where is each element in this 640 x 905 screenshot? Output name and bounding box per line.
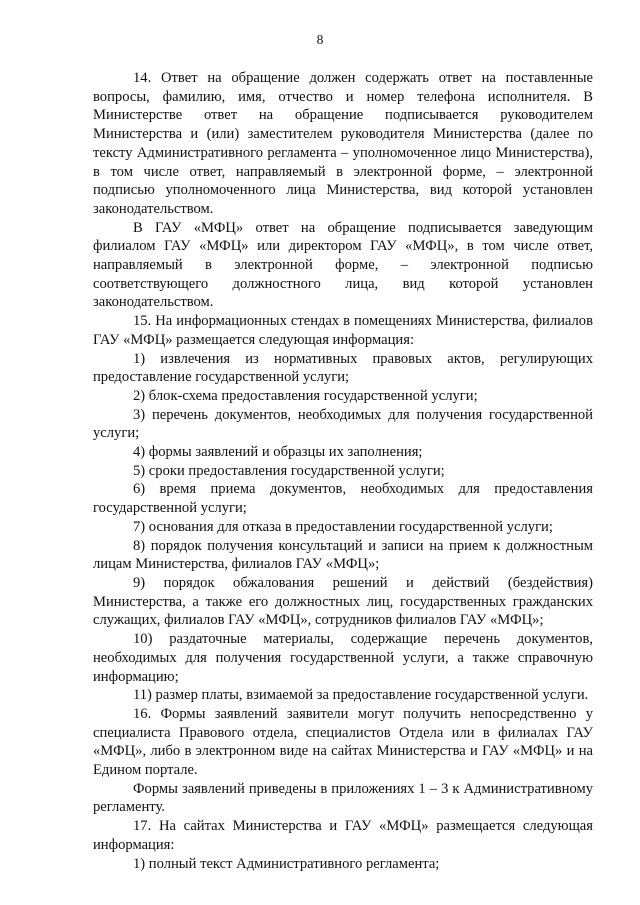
list-item-15-3: 3) перечень документов, необходимых для получения государственной услуги;	[93, 406, 593, 442]
list-item-15-5: 5) сроки предоставления государственной услуги;	[133, 462, 445, 479]
list-item-15-4: 4) формы заявлений и образцы их заполнения;	[133, 444, 423, 461]
page-number: 8	[316, 32, 324, 47]
paragraph-14: 14. Ответ на обращение должен содержать ответ на поставленные вопросы, фамилию, имя, отчество и номер телефона исполнителя. В Министерстве ответ на обращение подписывается руководителем Министерства и (или) заместителем руководителя Министерства (далее по тексту Административного регламента – уполномоченное лицо Министерства), в том числе ответ, направляемый в электронной форме, – электронной подписью уполномоченного лица Министерства, вид которой установлен законодательством.	[93, 70, 593, 217]
list-item-15-6: 6) время приема документов, необходимых для предоставления государственной услуги;	[93, 481, 593, 517]
paragraph-forms-appendices: Формы заявлений приведены в приложениях 1 – 3 к Административному регламенту.	[93, 780, 593, 816]
list-item-17-1: 1) полный текст Административного регламента;	[133, 855, 440, 872]
list-item-15-9: 9) порядок обжалования решений и действий (бездействия) Министерства, а также его должностных лиц, государственных гражданских служащих, филиалов ГАУ «МФЦ», сотрудников филиалов ГАУ «МФЦ»;	[93, 574, 593, 629]
list-item-15-1: 1) извлечения из нормативных правовых актов, регулирующих предоставление государственной услуги;	[93, 350, 593, 386]
paragraph-15: 15. На информационных стендах в помещениях Министерства, филиалов ГАУ «МФЦ» размещается следующая информация:	[93, 313, 593, 348]
paragraph-16: 16. Формы заявлений заявители могут получить непосредственно у специалиста Правового отдела, специалистов Отдела или в филиалах ГАУ «МФЦ», либо в электронном виде на сайтах Министерства и ГАУ «МФЦ» и на Едином портале.	[93, 705, 593, 779]
paragraph-17: 17. На сайтах Министерства и ГАУ «МФЦ» размещается следующая информация:	[93, 818, 593, 853]
document-body	[93, 69, 593, 873]
list-item-15-2: 2) блок-схема предоставления государственной услуги;	[133, 387, 478, 404]
paragraph-mfc-signature: В ГАУ «МФЦ» ответ на обращение подписывается заведующим филиалом ГАУ «МФЦ» или директором ГАУ «МФЦ», в том числе ответ, направляемый в электронной форме, – электронной подписью соответствующего должностного лица, вид которой установлен законодательством.	[93, 219, 593, 311]
list-item-15-11: 11) размер платы, взимаемой за предоставление государственной услуги.	[133, 687, 589, 704]
list-item-15-8: 8) порядок получения консультаций и записи на прием к должностным лицам Министерства, филиалов ГАУ «МФЦ»;	[93, 537, 593, 573]
list-item-15-7: 7) основания для отказа в предоставлении государственной услуги;	[133, 518, 553, 535]
list-item-15-10: 10) раздаточные материалы, содержащие перечень документов, необходимых для получения государственной услуги, а также справочную информацию;	[93, 631, 593, 685]
